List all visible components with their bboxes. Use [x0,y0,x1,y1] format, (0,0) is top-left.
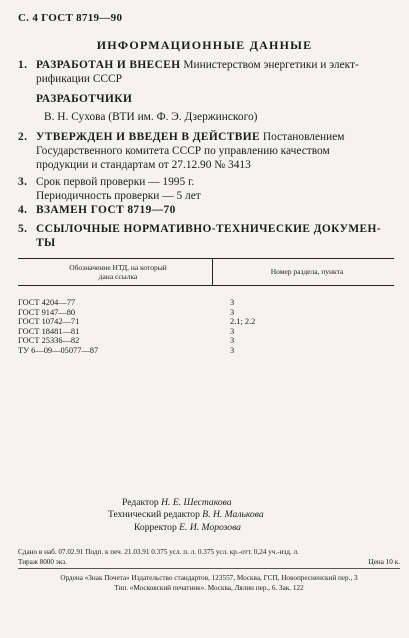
cell-document: ГОСТ 10742—71 [18,317,80,327]
item-text: Срок первой проверки — 1995 г. [36,176,195,188]
item-lead-line2: ТЫ [36,237,56,249]
cell-document: ГОСТ 4204—77 [18,298,76,307]
item-text: Постановлением [262,131,345,143]
cell-document: ГОСТ 18481—81 [18,326,80,336]
publisher-line1: Ордена «Знак Почета» Издательство стандартов, 123557, Москва, ГСП, Новопресненский пер., 3 [60,574,358,582]
item-number: 1. [18,59,28,71]
credit-proofreader [108,522,264,534]
cell-document: ГОСТ 9147—80 [18,307,76,317]
cell-section: 3 [230,307,235,317]
imprint-price: Цена 10 к. [368,557,400,566]
page-header: С. 4 ГОСТ 8719—90 [18,12,123,24]
item-text-line3: продукции и стандартам от 27.12.90 № 3413 [36,159,251,171]
credit-editor [108,497,264,509]
item-text-line2: рификации СССР [36,73,122,85]
cell-section: 3 [230,345,235,355]
item-number: 4. [18,204,28,216]
table-row [18,308,394,318]
cell-section: 3 [230,298,235,307]
section-title: ИНФОРМАЦИОННЫЕ ДАННЫЕ [96,38,313,52]
credit-name: В. Н. Малькова [202,509,264,521]
credit-role: Редактор [122,497,159,508]
item-1-developers [18,110,400,124]
credit-role: Корректор [134,521,177,533]
developer-name: В. Н. Сухова (ВТИ им. Ф. Э. Дзержинского) [44,111,258,123]
item-1-developers-heading [18,92,400,106]
table-header [18,258,394,286]
item-2 [18,130,400,172]
item-text-line2: Государственного комитета СССР по управлению качеством [36,145,330,157]
item-number: 5. [18,223,28,235]
cell-section: 3 [230,326,235,336]
cell-section: 3 [230,336,235,346]
item-lead: ВЗАМЕН ГОСТ 8719—70 [36,204,176,216]
item-lead: УТВЕРЖДЕН И ВВЕДЕН В ДЕЙСТВИЕ [36,131,260,143]
table-row [18,298,394,308]
imprint-divider [18,568,400,569]
item-text: Министерством энергетики и элект- [183,59,359,71]
column-divider [212,259,213,285]
table-row [18,336,394,346]
item-lead: ССЫЛОЧНЫЕ НОРМАТИВНО-ТЕХНИЧЕСКИЕ ДОКУМЕН- [36,223,381,235]
publisher-info [18,574,400,593]
imprint-line1: Сдано в наб. 07.02.91 Подп. к печ. 21.03.91 0.375 усл. п. л. 0.375 усл. кр.-отт. 0,24 уч.-изд. л. [18,548,299,556]
credit-name: Е. И. Морозова [179,521,241,533]
cell-document: ТУ 6—09—05077—87 [18,345,99,355]
column-header-line2: дана ссылка [98,272,138,281]
column-header-document [48,263,188,281]
item-4 [18,203,400,217]
item-number: 2. [18,131,28,143]
credit-technical-editor [108,509,264,521]
developers-heading: РАЗРАБОТЧИКИ [36,93,133,105]
table-body [18,298,394,356]
column-header-line1: Обозначение НТД, на который [69,263,167,272]
item-5 [18,222,400,250]
table-row [18,346,394,356]
item-3 [18,175,400,203]
item-text-line2: Периодичность проверки — 5 лет [36,190,201,202]
item-1 [18,58,400,86]
cell-document: ГОСТ 25336—82 [18,336,80,346]
cell-section: 2.1; 2.2 [230,317,256,327]
credit-role: Технический редактор [108,509,200,521]
publisher-line2: Тип. «Московский печатник». Москва, Лялин пер., 6. Зак. 122 [114,583,304,592]
item-number: 3. [18,176,28,188]
column-header-section: Номер раздела, пункта [270,267,344,276]
print-imprint [18,548,400,567]
table-row [18,317,394,327]
imprint-line2: Тираж 8000 экз. [18,557,67,566]
editorial-credits [108,497,264,534]
item-lead: РАЗРАБОТАН И ВНЕСЕН [36,59,181,71]
credit-name: Н. Е. Шестакова [161,497,232,508]
table-row [18,327,394,337]
